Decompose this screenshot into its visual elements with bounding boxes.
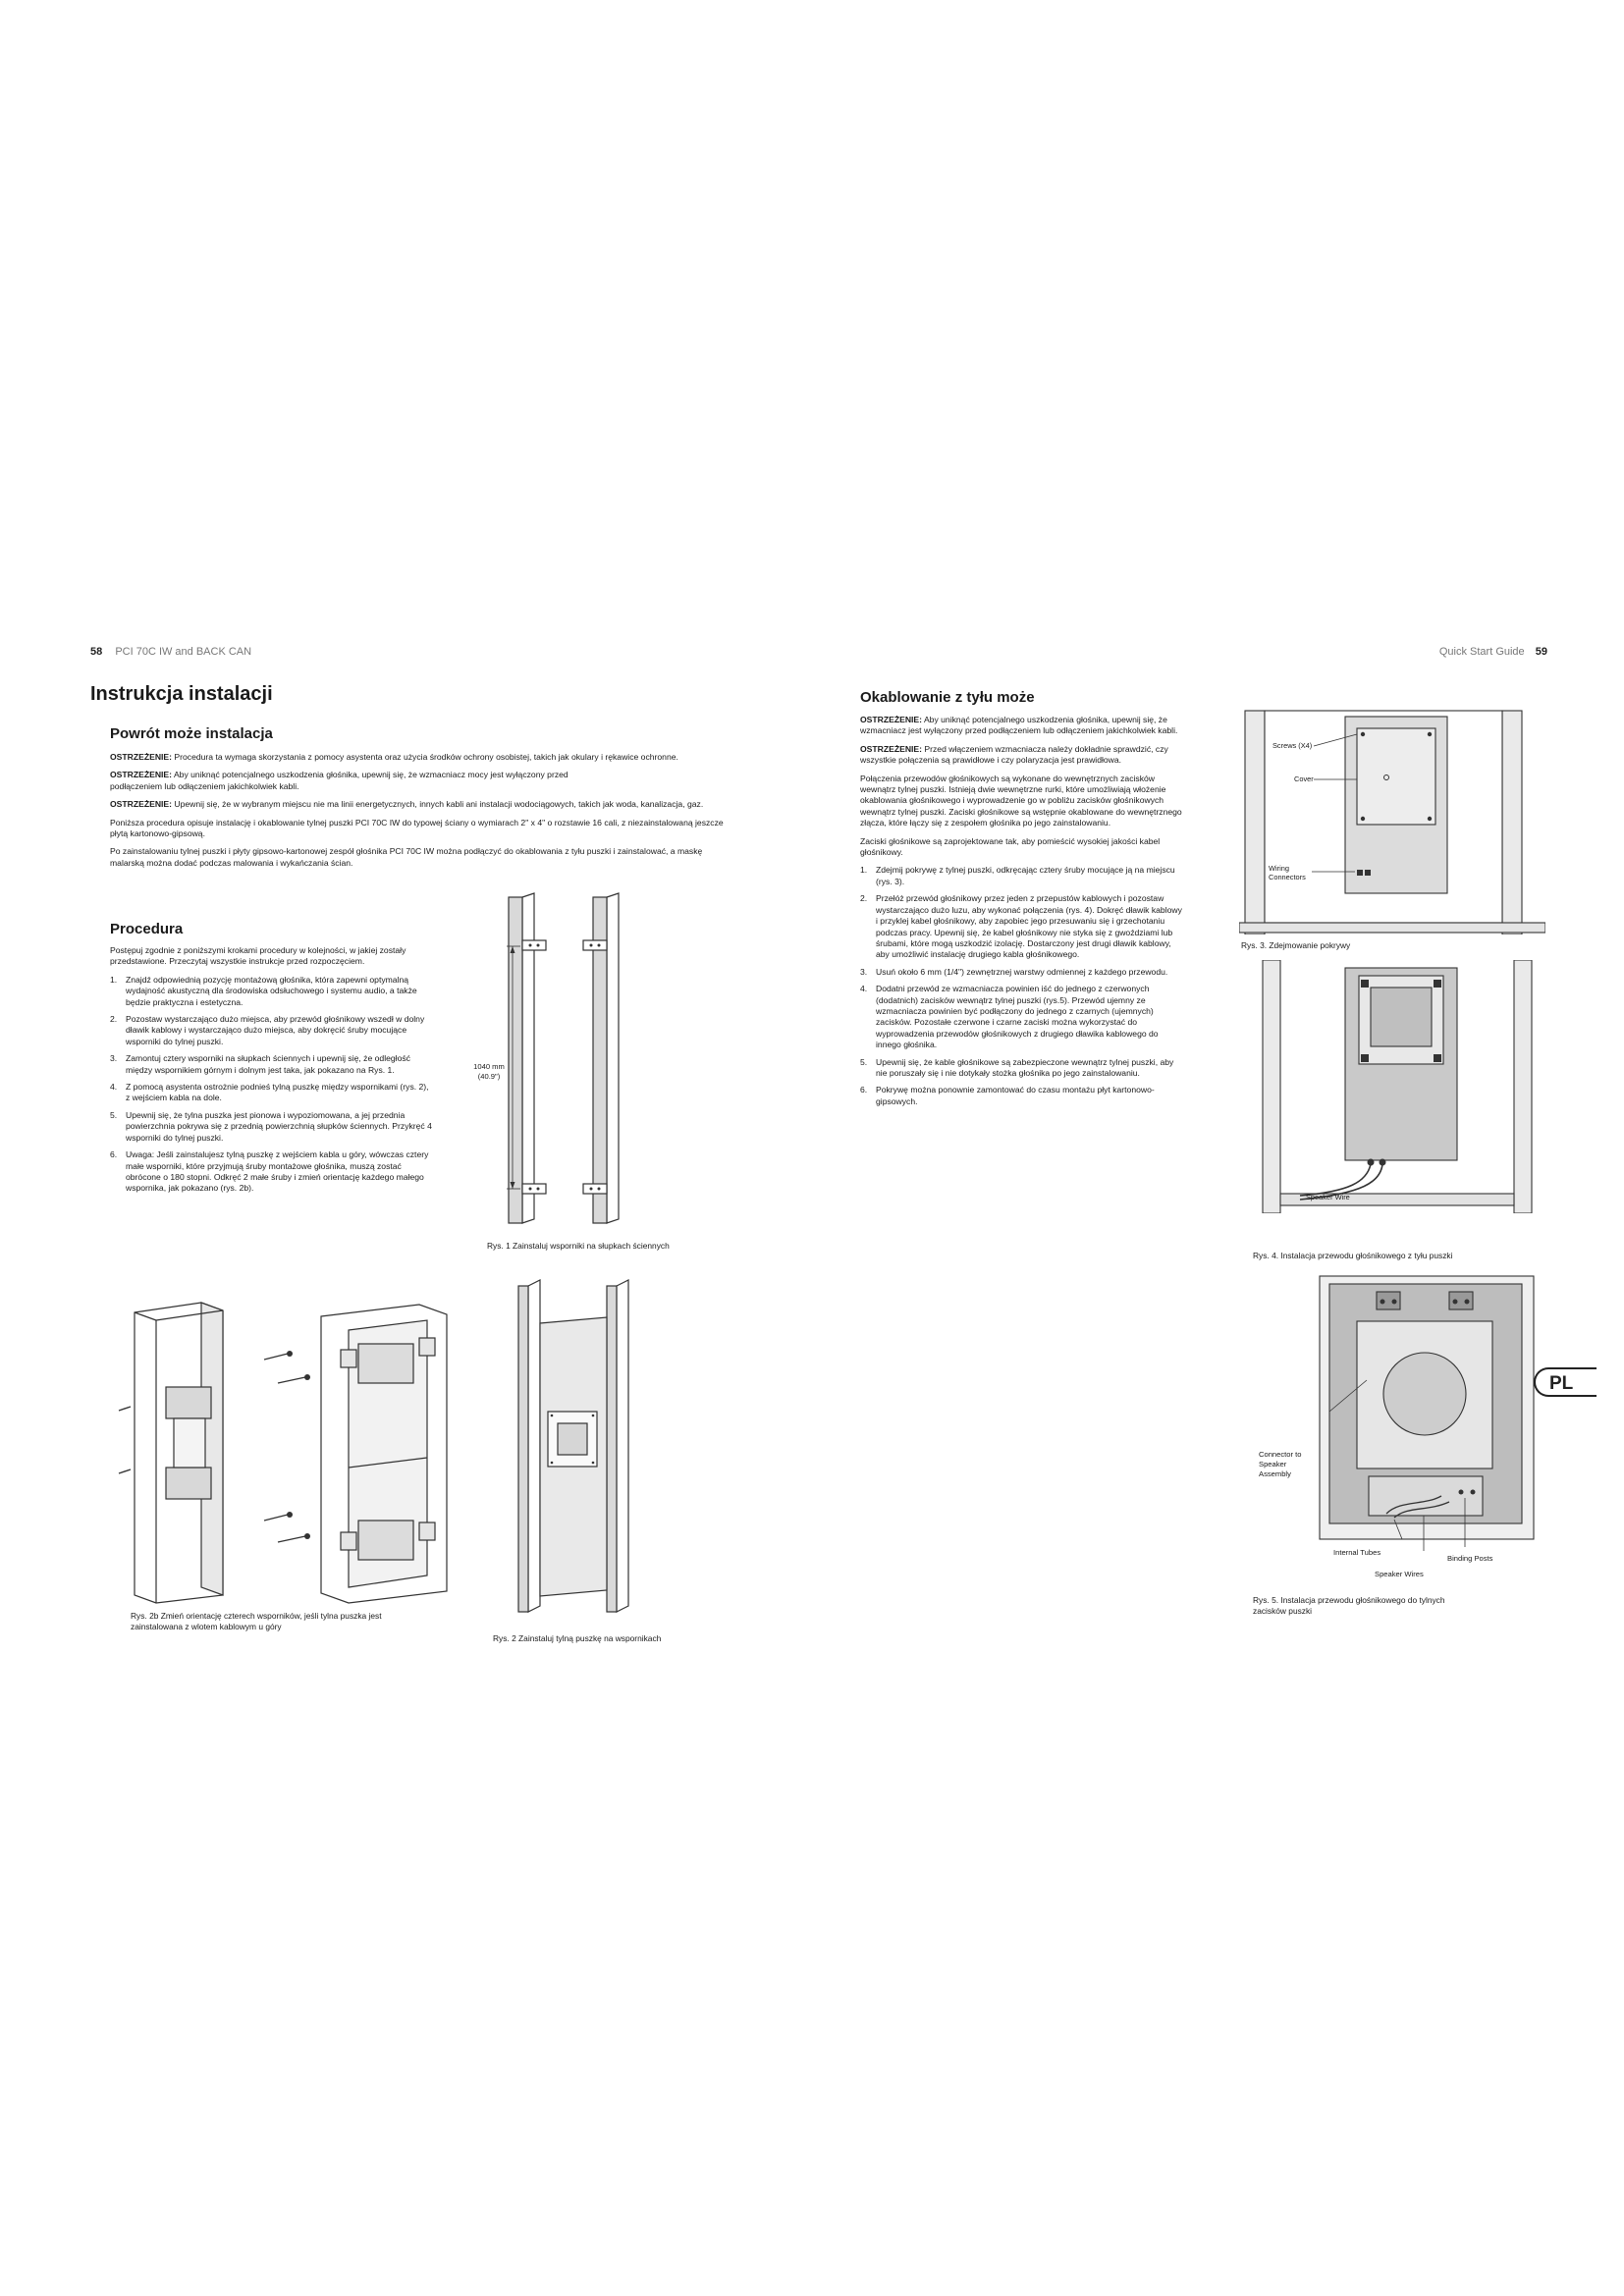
figure-5-caption: Rys. 5. Instalacja przewodu głośnikowego do tylnych zacisków puszki (1253, 1595, 1445, 1616)
left-page-number: 58 (90, 646, 103, 658)
page-title: Instrukcja instalacji (90, 683, 273, 705)
section-heading-install: Powrót może instalacja (110, 725, 273, 742)
intro-paragraph: Poniższa procedura opisuje instalację i okablowanie tylnej puszki PCI 70C IW do typowej ściany o wymiarach 2" x 4" o rozstawie 16 cali, z niezainstalowaną jeszcze płytą kartonowo-gipsową. (110, 817, 724, 839)
wiring-step: 5. Upewnij się, że kable głośnikowe są zabezpieczone wewnątrz tylnej puszki, aby nie poruszały się i nie dotykały stożka głośnika po jego zainstalowaniu. (860, 1056, 1174, 1078)
section1-body (110, 752, 738, 876)
wiring-steps (860, 865, 1184, 1107)
left-header-title: PCI 70C IW and BACK CAN (115, 646, 252, 658)
figure-1-caption: Rys. 1 Zainstaluj wsporniki na słupkach ściennych (487, 1241, 670, 1251)
wiring-warning-1: OSTRZEŻENIE: Aby uniknąć potencjalnego uszkodzenia głośnika, upewnij się, że wzmacniacz jest wyłączony przed podłączeniem lub odłączeniem jakichkolwiek kabli. (860, 715, 1178, 736)
wiring-step: 1. Zdejmij pokrywę z tylnej puszki, odkręcając cztery śruby mocujące ją na miejscu (rys. 3). (860, 865, 1175, 886)
figure-2b-rotate-brackets (113, 1301, 466, 1607)
right-header-title: Quick Start Guide (1438, 646, 1525, 658)
procedure-body (110, 945, 432, 1201)
wiring-step: 4. Dodatni przewód ze wzmacniacza powinien iść do jednego z czerwonych (dodatnich) zacisków wewnątrz tylnej puszki (rys.5). Przewód ujemny ze wzmacniacza powinien być podłączony do jednego z czarnych (ujemnych) zacisków. Pozostałe czerwone i czarne zaciski można wykorzystać do wyprowadzenia przewodów głośnikowych z drugiego dławika kablowego do innego głośnika. (860, 984, 1159, 1050)
fig3-label-cover: Cover (1294, 774, 1314, 783)
figure-3-caption: Rys. 3. Zdejmowanie pokrywy (1241, 940, 1351, 950)
wiring-warning-2: OSTRZEŻENIE: Przed włączeniem wzmacniacza należy dokładnie sprawdzić, czy wszystkie połączenia są prawidłowe i czy polaryzacja jest prawidłowa. (860, 743, 1168, 766)
procedure-step: 1. Znajdź odpowiednią pozycję montażową głośnika, która zapewni optymalną wydajność akustyczną dla środowiska odsłuchowego i systemu audio, a także będzie praktyczna i estetyczna. (110, 974, 417, 1007)
right-page-number: 59 (1535, 646, 1547, 658)
warning-paragraph-1: OSTRZEŻENIE: Procedura ta wymaga skorzystania z pomocy asystenta oraz użycia środków ochrony osobistej, takich jak okulary i rękawice ochronne. (110, 752, 678, 762)
wiring-step: 2. Przełóż przewód głośnikowy przez jeden z przepustów kablowych i pozostaw wystarczająco dużo luzu, aby wykonać połączenia (rys. 4). Dokręć dławik kablowy i przyklej kabel głośnikowy, aby zapobiec jego przesuwaniu się i grzechotaniu podczas pracy. Upewnij się, że kabel głośnikowy nie styka się z gwoździami lub śrubami, które mogą uszkodzić izolację. Dostarczony jest drugi dławik kablowy, aby umożliwić instalację drugiego kabla głośnikowego. (860, 893, 1182, 960)
procedure-step: 4. Z pomocą asystenta ostrożnie podnieś tylną puszkę między wspornikami (rys. 2), z wejściem kabla na dole. (110, 1082, 429, 1103)
wiring-step: 3. Usuń około 6 mm (1/4") zewnętrznej warstwy odmiennej z każdego przewodu. (860, 966, 1168, 977)
dimension-label: 1040 mm (40.9") (473, 1062, 505, 1081)
wiring-description: Połączenia przewodów głośnikowych są wykonane do wewnętrznych zacisków wewnątrz tylnej puszki. Istnieją dwie wewnętrzne rurki, które umożliwiają włożenie okablowania głośnikowego i wyprowadzenie go w pobliżu zacisków głośnikowych wewnątrz tylnej puszki. Zaciski głośnikowe są wstępnie okablowane do wewnętrznego złącza, które łączy się z zespołem głośnika po jego zainstalowaniu. (860, 773, 1182, 828)
fig3-label-screws: Screws (X4) (1272, 741, 1313, 750)
fig5-label-wires: Speaker Wires (1375, 1570, 1424, 1578)
figure-2-caption: Rys. 2 Zainstaluj tylną puszkę na wspornikach (493, 1633, 662, 1643)
language-tab: PL (1534, 1367, 1597, 1397)
procedure-step: 2. Pozostaw wystarczająco dużo miejsca, aby przewód głośnikowy wszedł w dolny dławik kablowy i wystarczająco dużo miejsca, aby dokręcić śruby mocujące wsporniki do tylnej puszki. (110, 1014, 425, 1046)
fig5-label-connector: Connector to Speaker Assembly (1259, 1450, 1302, 1478)
right-page-header (1420, 646, 1547, 658)
wiring-step: 6. Pokrywę można ponownie zamontować do czasu montażu płyt kartonowo-gipsowych. (860, 1085, 1155, 1106)
figure-1-brackets-on-studs (461, 891, 658, 1225)
section-heading-procedure: Procedura (110, 921, 184, 937)
figure-2b-caption: Rys. 2b Zmień orientację czterech wsporników, jeśli tylna puszka jest zainstalowana z wlotem kablowym u góry (131, 1611, 382, 1631)
left-page-header (90, 646, 251, 658)
procedure-steps (110, 975, 432, 1195)
procedure-step: 3. Zamontuj cztery wsporniki na słupkach ściennych i upewnij się, że odległość między wspornikiem górnym i dolnym jest taka, jak pokazano na Rys. 1. (110, 1053, 410, 1075)
figure-4-caption: Rys. 4. Instalacja przewodu głośnikowego z tyłu puszki (1253, 1251, 1453, 1260)
fig5-label-posts: Binding Posts (1447, 1554, 1493, 1563)
warning-paragraph-3: OSTRZEŻENIE: Upewnij się, że w wybranym miejscu nie ma linii energetycznych, innych kabli ani instalacji wodociągowych, takich jak woda, kanalizacja, gaz. (110, 799, 704, 810)
figure-4-speaker-wire (1261, 960, 1536, 1213)
warning-paragraph-2: OSTRZEŻENIE: Aby uniknąć potencjalnego uszkodzenia głośnika, upewnij się, że wzmacniacz mocy jest wyłączony przed podłączeniem lub odłączeniem jakichkolwiek kabli. (110, 770, 568, 791)
procedure-step: 5. Upewnij się, że tylna puszka jest pionowa i wypoziomowana, a jej przednia powierzchnia pokrywa się z przednią powierzchnią słupków ściennych. Przykręć 4 wsporniki do tylnej puszki. (110, 1109, 432, 1143)
procedure-step: 6. Uwaga: Jeśli zainstalujesz tylną puszkę z wejściem kabla u góry, wówczas cztery małe wsporniki, które przyjmują śruby montażowe głośnika, muszą zostać obrócone o 180 stopni. Odkręć 2 małe śruby i zmień orientację każdego małego wspornika, jak pokazano (rys. 2b). (110, 1149, 429, 1194)
after-install-paragraph: Po zainstalowaniu tylnej puszki i płyty gipsowo-kartonowej zespół głośnika PCI 70C IW można podłączyć do okablowania z tyłu puszki i zainstalować, a maskę malarską można dodać podczas malowania i wykańczania ścian. (110, 846, 703, 868)
section-heading-wiring: Okablowanie z tyłu może (860, 689, 1035, 706)
fig5-label-tubes: Internal Tubes (1333, 1548, 1381, 1557)
figure-2-backcan-on-brackets (514, 1278, 642, 1616)
procedure-intro: Postępuj zgodnie z poniższymi krokami procedury w kolejności, w jakiej zostały przedstawione. Przeczytaj wszystkie instrukcje przed rozpoczęciem. (110, 945, 406, 967)
figure-5-terminal-wiring (1318, 1274, 1536, 1559)
fig3-label-wiring: Wiring Connectors (1269, 864, 1306, 882)
wiring-body (860, 715, 1184, 1113)
fig4-label-wire: Speaker Wire (1306, 1193, 1350, 1201)
wiring-cable-note: Zaciski głośnikowe są zaprojektowane tak, aby pomieścić wysokiej jakości kabel głośnikowy. (860, 835, 1161, 858)
